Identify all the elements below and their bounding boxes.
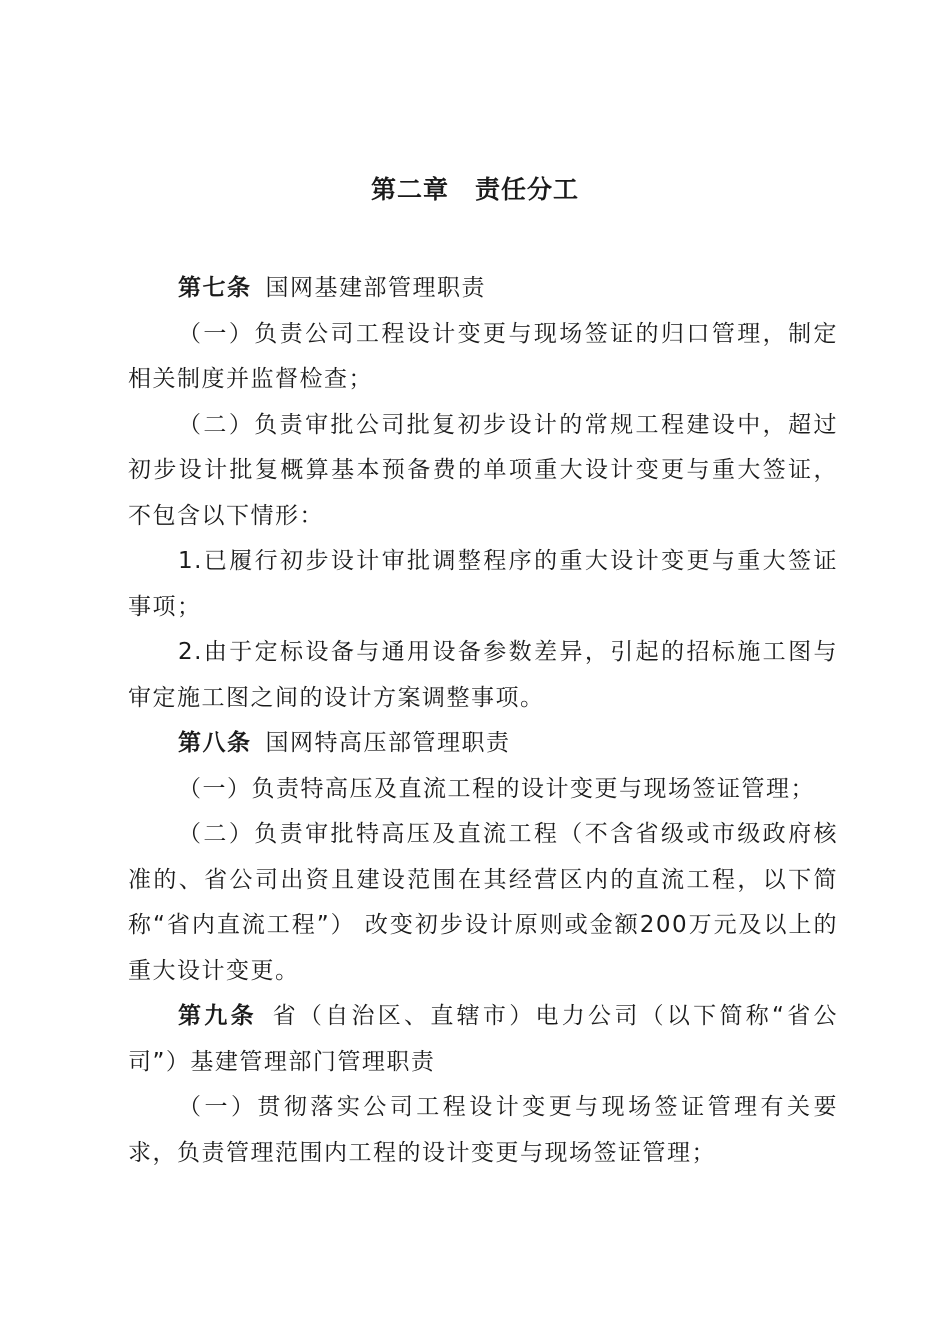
article-item: （一）负责公司工程设计变更与现场签证的归口管理，制定相关制度并监督检查； [128, 320, 838, 392]
article-item: （二）负责审批特高压及直流工程（不含省级或市级政府核准的、省公司出资且建设范围在其经营区内的直流工程，以下简称“省内直流工程”） 改变初步设计原则或金额200万元及以上的重大设计变更。 [128, 821, 838, 984]
chapter-number: 第二章 [370, 175, 449, 204]
document-body [128, 266, 838, 1176]
article-number: 第八条 [178, 730, 252, 756]
article-number: 第七条 [178, 275, 252, 301]
article-heading-text: 国网基建部管理职责 [265, 275, 486, 301]
article-heading [128, 721, 838, 767]
article-subitem: 2.由于定标设备与通用设备参数差异，引起的招标施工图与审定施工图之间的设计方案调整事项。 [128, 639, 838, 711]
article-item: （二）负责审批公司批复初步设计的常规工程建设中，超过初步设计批复概算基本预备费的单项重大设计变更与重大签证，不包含以下情形： [128, 411, 838, 529]
article-item: （一）贯彻落实公司工程设计变更与现场签证管理有关要求，负责管理范围内工程的设计变更与现场签证管理； [128, 1094, 838, 1166]
article-heading-text: 省（自治区、直辖市）电力公司（以下简称“省公司”）基建管理部门管理职责 [128, 1003, 839, 1075]
article-number: 第九条 [178, 1003, 257, 1029]
chapter-title [0, 170, 950, 210]
article-heading [128, 994, 838, 1085]
article-heading-text: 国网特高压部管理职责 [265, 730, 511, 756]
article-heading [128, 266, 838, 312]
article-item: （一）负责特高压及直流工程的设计变更与现场签证管理； [178, 775, 815, 802]
chapter-name: 责任分工 [475, 175, 580, 204]
article-subitem: 1.已履行初步设计审批调整程序的重大设计变更与重大签证事项； [128, 548, 838, 620]
